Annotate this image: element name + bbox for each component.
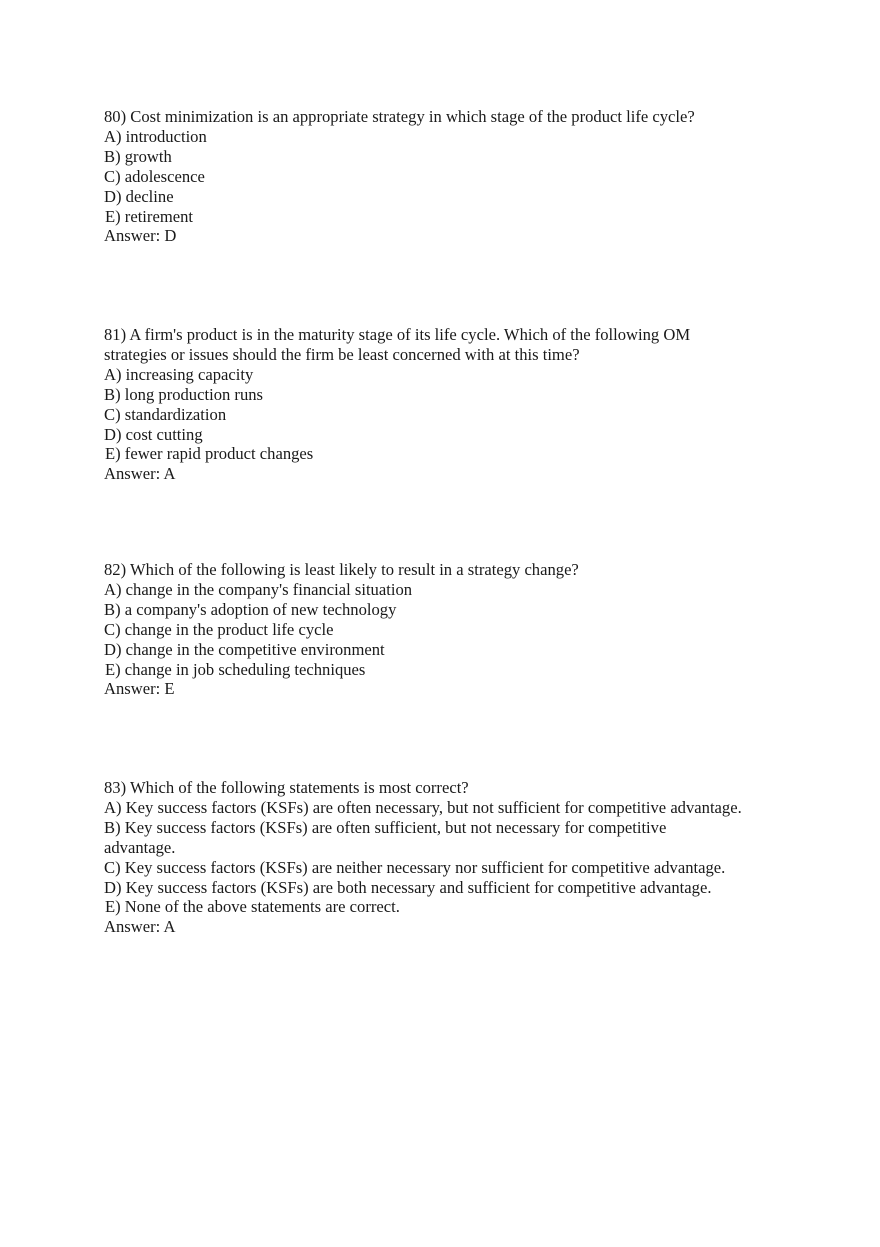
option-b: B) long production runs <box>104 384 264 404</box>
answer-line: Answer: A <box>104 464 176 484</box>
option-b-continued: advantage. <box>104 837 176 857</box>
option-e: E) None of the above statements are correct. <box>105 897 400 917</box>
question-80 <box>104 107 784 246</box>
question-stem: 82) Which of the following is least likely to result in a strategy change? <box>104 560 579 579</box>
option-c: C) standardization <box>104 404 227 424</box>
option-b: B) growth <box>104 146 172 166</box>
option-a: A) change in the company's financial situation <box>104 579 413 599</box>
answer-line: Answer: A <box>104 917 176 937</box>
question-82 <box>104 560 784 699</box>
question-stem: 83) Which of the following statements is most correct? <box>104 778 469 797</box>
answer-line: Answer: D <box>104 226 177 246</box>
answer-line: Answer: E <box>104 679 175 699</box>
question-stem: 80) Cost minimization is an appropriate strategy in which stage of the product life cycle? <box>104 107 695 126</box>
option-b: B) a company's adoption of new technology <box>104 599 397 619</box>
option-d: D) Key success factors (KSFs) are both necessary and sufficient for competitive advantage. <box>104 877 712 897</box>
option-e: E) fewer rapid product changes <box>105 444 314 464</box>
question-stem-line-2: strategies or issues should the firm be least concerned with at this time? <box>104 344 580 364</box>
option-a: A) Key success factors (KSFs) are often necessary, but not sufficient for competitive advantage. <box>104 797 742 817</box>
question-stem-line-1: 81) A firm's product is in the maturity stage of its life cycle. Which of the following OM <box>104 325 691 344</box>
option-e: E) change in job scheduling techniques <box>105 659 366 679</box>
option-d: D) change in the competitive environment <box>104 639 385 659</box>
option-e: E) retirement <box>105 206 193 226</box>
option-a: A) increasing capacity <box>104 364 254 384</box>
question-81 <box>104 325 784 484</box>
option-c: C) adolescence <box>104 166 205 186</box>
option-c: C) Key success factors (KSFs) are neither necessary nor sufficient for competitive advantage. <box>104 857 726 877</box>
option-d: D) decline <box>104 186 174 206</box>
option-b: B) Key success factors (KSFs) are often sufficient, but not necessary for competitive <box>104 817 667 837</box>
option-d: D) cost cutting <box>104 424 203 444</box>
option-a: A) introduction <box>104 126 207 146</box>
question-83 <box>104 778 784 937</box>
option-c: C) change in the product life cycle <box>104 619 334 639</box>
